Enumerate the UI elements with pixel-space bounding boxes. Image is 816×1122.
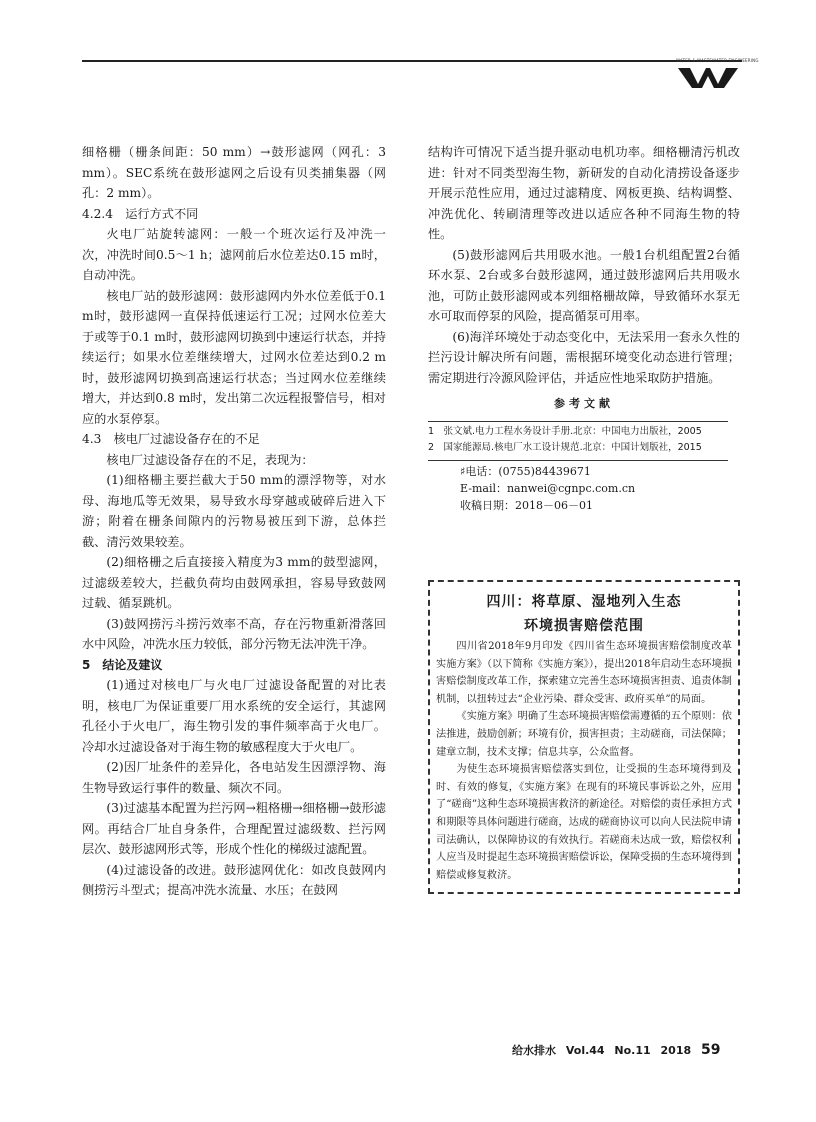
news-title-line: 四川：将草原、湿地列入生态 (486, 594, 682, 610)
paragraph: 火电厂站旋转滤网：一般一个班次运行及冲洗一次，冲洗时间0.5～1 h；滤网前后水位差达0.15 m时，自动冲洗。 (82, 227, 386, 282)
contact-phone: ♯电话：(0755)84439671 (460, 464, 591, 478)
footer-year: 2018 (660, 1044, 692, 1057)
journal-logo-caption: WATER & WASTEWATER ENGINEERING (676, 58, 759, 63)
footer-journal: 给水排水 (512, 1044, 556, 1057)
paragraph: (5)鼓形滤网后共用吸水池。一般1台机组配置2台循环水泵、2台或多台鼓形滤网，通过鼓形滤网后共用吸水池，可防止鼓形滤网或本列细格栅故障，导致循环水泵无水可取而停泵的风险，提高循泵可用率。 (428, 247, 740, 323)
paragraph: (6)海洋环境处于动态变化中，无法采用一套永久性的拦污设计解决所有问题，需根据环境变化动态进行管理；需定期进行冷源风险评估，并适应性地采取防护措施。 (428, 329, 740, 385)
journal-logo-icon (676, 66, 740, 90)
right-column (428, 142, 740, 514)
references-rule (428, 421, 728, 422)
reference-item: 1 张文斌.电力工程水务设计手册.北京：中国电力出版社，2005 (428, 425, 702, 437)
paragraph: 细格栅（栅条间距：50 mm）→鼓形滤网（网孔：3 mm）。SEC系统在鼓形滤网之后设有贝类捕集器（网孔：2 mm）。 (82, 145, 386, 200)
footer-number: No.11 (614, 1044, 651, 1057)
section-heading-4-2-4: 4.2.4 运行方式不同 (82, 206, 199, 221)
paragraph: (1)细格栅主要拦截大于50 mm的漂浮物等，对水母、海地瓜等无效果，易导致水母穿越或破碎后进入下游；附着在栅条间隙内的污物易被压到下游，总体拦截、清污效果较差。 (82, 473, 386, 549)
section-heading-5: 5 结论及建议 (82, 657, 163, 672)
paragraph: (3)过滤基本配置为拦污网→粗格栅→细格栅→鼓形滤网。再结合厂址自身条件，合理配置过滤级数、拦污网层次、鼓形滤网形式等，形成个性化的梯级过滤配置。 (82, 801, 386, 856)
paragraph: 结构许可情况下适当提升驱动电机功率。细格栅清污机改进：针对不同类型海生物，新研发的自动化清捞设备逐步开展示范性应用，通过过滤精度、网板更换、结构调整、冲洗优化、转刷清理等改进以适应各种不同海生物的特性。 (428, 145, 740, 241)
contact-email: E-mail：nanwei@cgnpc.com.cn (460, 481, 636, 495)
left-column (82, 142, 386, 901)
news-sidebar-box (428, 580, 740, 894)
page-number: 59 (700, 1042, 721, 1058)
received-date: 收稿日期：2018－06－01 (460, 498, 593, 512)
page-footer (512, 1042, 720, 1058)
paragraph: 核电厂站的鼓形滤网：鼓形滤网内外水位差低于0.1 m时，鼓形滤网一直保持低速运行工况；过网水位差大于或等于0.1 m时，鼓形滤网切换到中速运行状态，并持续运行；如果水位差继续增大，过网水位差达到0.2 m时，鼓形滤网切换到高速运行状态；当过网水位差继续增大，并达到0.8 m时，发出第二次远程报警信号，相对应的水泵停泵。 (82, 288, 386, 426)
footer-volume: Vol.44 (565, 1044, 605, 1057)
references-rule (428, 460, 728, 461)
paragraph: (2)细格栅之后直接接入精度为3 mm的鼓型滤网，过滤级差较大，拦截负荷均由鼓网承担，容易导致鼓网过载、循泵跳机。 (82, 555, 386, 610)
news-paragraph: 《实施方案》明确了生态环境损害赔偿需遵循的五个原则：依法推进，鼓励创新；环境有价，损害担责；主动磋商，司法保障；建章立制，技术支撑；信息共享，公众监督。 (436, 711, 732, 758)
section-heading-4-3: 4.3 核电厂过滤设备存在的不足 (82, 432, 260, 446)
references-title: 参考文献 (554, 397, 614, 410)
paragraph: (1)通过对核电厂与火电厂过滤设备配置的对比表明，核电厂为保证重要厂用水系统的安全运行，其滤网孔径小于火电厂，海生物引发的事件频率高于火电厂。冷却水过滤设备对于海生物的敏感程度大于火电厂。 (82, 678, 386, 754)
paragraph: 核电厂过滤设备存在的不足，表现为： (106, 452, 314, 467)
reference-item: 2 国家能源局.核电厂水工设计规范.北京：中国计划版社，2015 (428, 441, 702, 453)
news-paragraph: 为使生态环境损害赔偿落实到位，让受损的生态环境得到及时、有效的修复，《实施方案》在现有的环境民事诉讼之外，应用了“磋商”这种生态环境损害救济的新途径。对赔偿的责任承担方式和期限等具体问题进行磋商，达成的磋商协议可以向人民法院申请司法确认，以保障协议的有效执行。若磋商未达成一致，赔偿权利人应当及时提起生态环境损害赔偿诉讼，保障受损的生态环境得到赔偿或修复救济。 (436, 764, 732, 881)
news-title-line: 环境损害赔偿范围 (524, 618, 644, 634)
paragraph: (2)因厂址条件的差异化，各电站发生因漂浮物、海生物导致运行事件的数量、频次不同。 (82, 760, 386, 795)
paragraph: (4)过滤设备的改进。鼓形滤网优化：如改良鼓网内侧捞污斗型式；提高冲洗水流量、水压；在鼓网 (82, 862, 386, 897)
news-paragraph: 四川省2018年9月印发《四川省生态环境损害赔偿制度改革实施方案》（以下简称《实施方案》），提出2018年启动生态环境损害赔偿制度改革工作，探索建立完善生态环境损害担责、追责体制机制，以扭转过去“企业污染、群众受害、政府买单”的局面。 (436, 641, 732, 705)
paragraph: (3)鼓网捞污斗捞污效率不高，存在污物重新滑落回水中风险，冲洗水压力较低，部分污物无法冲洗干净。 (82, 616, 386, 651)
